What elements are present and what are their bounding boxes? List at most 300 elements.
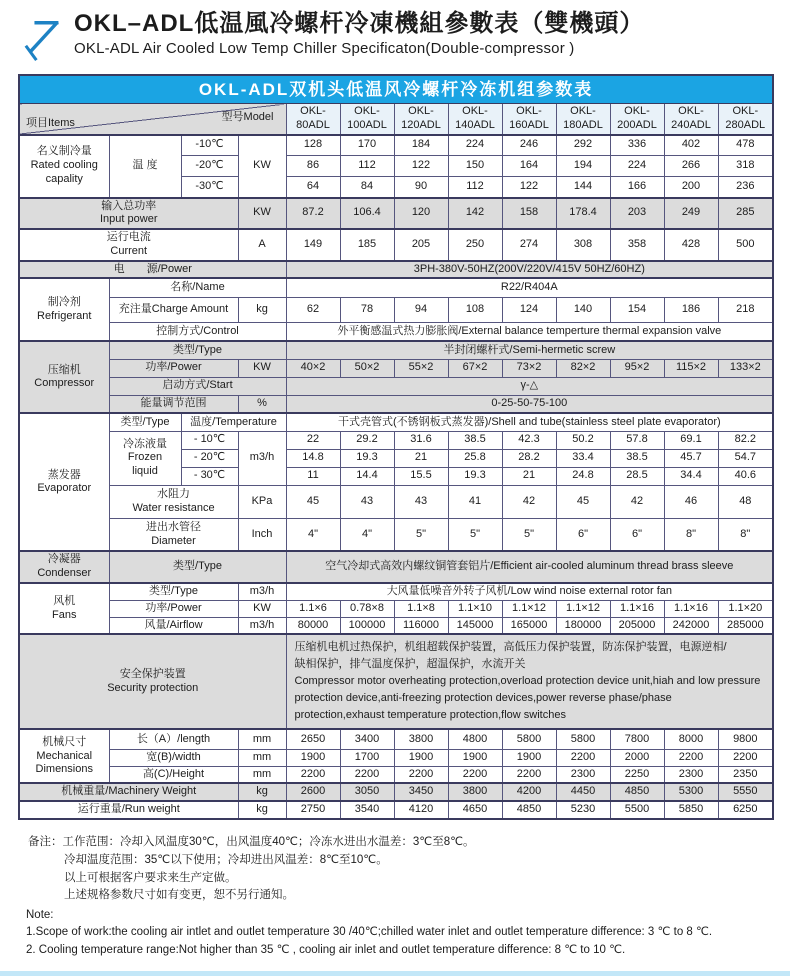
- label-en: Mechanical: [36, 749, 93, 762]
- value-cell: 2200: [556, 749, 610, 766]
- note-line: 冷却温度范围：35℃以下使用；冷却进出风温差：8℃至10℃。: [64, 853, 388, 866]
- model-name: OKL-: [462, 105, 488, 117]
- section-label-refrigerant: [19, 278, 109, 341]
- brand-arrow-icon: [22, 14, 68, 66]
- label-zh: 蒸发器: [47, 468, 81, 481]
- row-label-fan-power: 功率/Power: [109, 600, 238, 617]
- value-cell: 50×2: [340, 359, 394, 377]
- label-en: liquid: [132, 465, 158, 478]
- table-row: [19, 431, 773, 449]
- model-label: 型号Model: [221, 111, 274, 123]
- value-cell: 8": [718, 518, 773, 551]
- security-text-zh: 缺相保护，排气温度保护，超温保护，水流开关: [294, 658, 526, 671]
- value-cell: 38.5: [448, 431, 502, 449]
- value-cell: 50.2: [556, 431, 610, 449]
- model-name: OKL-: [678, 105, 704, 117]
- model-column-header: [286, 104, 340, 135]
- value-cell: 2200: [502, 766, 556, 783]
- value-cell: 2200: [286, 766, 340, 783]
- table-row: [19, 341, 773, 359]
- label-en: Compressor: [34, 377, 95, 390]
- model-name: 120ADL: [401, 118, 441, 131]
- value-cell: 5550: [718, 783, 773, 801]
- table-row: [19, 783, 773, 801]
- label-en: Input power: [100, 213, 158, 226]
- value-cell: 285000: [718, 617, 773, 634]
- value-cell: 28.5: [610, 467, 664, 485]
- model-name: 160ADL: [509, 118, 549, 131]
- value-cell: 4": [340, 518, 394, 551]
- row-label-evaporator-type: 类型/Type: [109, 413, 181, 431]
- value-cell: 42: [502, 485, 556, 518]
- condenser-type-value: 空气冷却式高效内螺纹铜管套铝片/Efficient air-cooled aluminum thread brass sleeve: [286, 551, 773, 583]
- label-zh: 运行电流: [106, 231, 151, 243]
- value-cell: 250: [448, 229, 502, 261]
- value-cell: 478: [718, 135, 773, 156]
- table-row: [19, 297, 773, 322]
- page-subtitle: OKL-ADL Air Cooled Low Temp Chiller Specificaton(Double-compressor ): [74, 39, 575, 57]
- value-cell: 358: [610, 229, 664, 261]
- value-cell: 2750: [286, 801, 340, 819]
- temp-cell: -10℃: [181, 135, 238, 156]
- value-cell: 45: [286, 485, 340, 518]
- value-cell: 5850: [664, 801, 718, 819]
- table-row: [19, 600, 773, 617]
- row-label-frozen-liquid: [109, 431, 181, 485]
- value-cell: 22: [286, 431, 340, 449]
- row-label-water-resistance: [109, 485, 238, 518]
- row-label-pipe-diameter: [109, 518, 238, 551]
- value-cell: 205: [394, 229, 448, 261]
- value-cell: 4450: [556, 783, 610, 801]
- unit-cell: m3/h: [238, 617, 286, 634]
- value-cell: 21: [394, 449, 448, 467]
- value-cell: 158: [502, 198, 556, 230]
- table-row: [19, 518, 773, 551]
- value-cell: 178.4: [556, 198, 610, 230]
- value-cell: 3050: [340, 783, 394, 801]
- unit-cell: m3/h: [238, 431, 286, 485]
- value-cell: 122: [502, 177, 556, 198]
- value-cell: 112: [448, 177, 502, 198]
- page-title: OKL–ADL低温風冷螺杆冷凍機組參數表（雙機頭）: [74, 10, 645, 37]
- fan-type-value: 大风量低噪音外转子风机/Low wind noise external rotor fan: [286, 583, 773, 600]
- row-label-fan-type: 类型/Type: [109, 583, 238, 600]
- value-cell: 1900: [502, 749, 556, 766]
- value-cell: 1.1×8: [394, 600, 448, 617]
- row-label-condenser-type: 类型/Type: [109, 551, 286, 583]
- value-cell: 3800: [448, 783, 502, 801]
- value-cell: 14.8: [286, 449, 340, 467]
- table-row: [19, 359, 773, 377]
- row-label-power-supply: 电 源/Power: [19, 261, 286, 279]
- value-cell: 8000: [664, 729, 718, 749]
- model-name: 200ADL: [617, 118, 657, 131]
- value-cell: 224: [448, 135, 502, 156]
- note-line: Note:: [26, 909, 54, 922]
- value-cell: 115×2: [664, 359, 718, 377]
- value-cell: 100000: [340, 617, 394, 634]
- row-label-input-power: [19, 198, 238, 230]
- value-cell: 500: [718, 229, 773, 261]
- unit-cell: A: [238, 229, 286, 261]
- label-en: capality: [45, 172, 83, 185]
- value-cell: 194: [556, 156, 610, 177]
- value-cell: 318: [718, 156, 773, 177]
- value-cell: 133×2: [718, 359, 773, 377]
- items-model-diagonal-cell: [19, 104, 286, 135]
- row-label-evaporator-temp: 温度/Temperature: [181, 413, 286, 431]
- row-label-height: 高(C)/Height: [109, 766, 238, 783]
- model-name: OKL-: [570, 105, 596, 117]
- value-cell: 34.4: [664, 467, 718, 485]
- unit-cell: m3/h: [238, 583, 286, 600]
- value-cell: 62: [286, 297, 340, 322]
- value-cell: 1900: [394, 749, 448, 766]
- value-cell: 94: [394, 297, 448, 322]
- value-cell: 6250: [718, 801, 773, 819]
- model-column-header: [340, 104, 394, 135]
- value-cell: 242000: [664, 617, 718, 634]
- label-en: Rated cooling: [30, 159, 98, 172]
- label-zh: 机械尺寸: [42, 735, 87, 748]
- value-cell: 122: [394, 156, 448, 177]
- value-cell: 266: [664, 156, 718, 177]
- value-cell: 2250: [610, 766, 664, 783]
- table-row: [19, 135, 773, 156]
- value-cell: 40.6: [718, 467, 773, 485]
- value-cell: 218: [718, 297, 773, 322]
- model-name: OKL-: [408, 105, 434, 117]
- value-cell: 2200: [718, 749, 773, 766]
- value-cell: 145000: [448, 617, 502, 634]
- security-protection-text: [286, 634, 773, 729]
- value-cell: 164: [502, 156, 556, 177]
- value-cell: 285: [718, 198, 773, 230]
- model-name: 140ADL: [455, 118, 495, 131]
- value-cell: 33.4: [556, 449, 610, 467]
- unit-cell: mm: [238, 766, 286, 783]
- section-label-fans: [19, 583, 109, 635]
- value-cell: 4200: [502, 783, 556, 801]
- model-name: OKL-: [300, 105, 326, 117]
- value-cell: 2200: [340, 766, 394, 783]
- value-cell: 57.8: [610, 431, 664, 449]
- model-name: OKL-: [354, 105, 380, 117]
- value-cell: 4650: [448, 801, 502, 819]
- table-row: [19, 198, 773, 230]
- table-row: [19, 729, 773, 749]
- unit-cell: mm: [238, 729, 286, 749]
- value-cell: 5500: [610, 801, 664, 819]
- value-cell: 45: [556, 485, 610, 518]
- value-cell: 165000: [502, 617, 556, 634]
- row-label-current: [19, 229, 238, 261]
- note-line: 以上可根据客户要求来生产定做。: [64, 871, 237, 884]
- value-cell: 108: [448, 297, 502, 322]
- value-cell: 2200: [448, 766, 502, 783]
- value-cell: 11: [286, 467, 340, 485]
- unit-cell: kg: [238, 783, 286, 801]
- value-cell: 9800: [718, 729, 773, 749]
- value-cell: 1900: [448, 749, 502, 766]
- value-cell: 6": [610, 518, 664, 551]
- section-label-evaporator: [19, 413, 109, 551]
- power-supply-value: 3PH-380V-50HZ(200V/220V/415V 50HZ/60HZ): [286, 261, 773, 279]
- value-cell: 4850: [502, 801, 556, 819]
- value-cell: 166: [610, 177, 664, 198]
- value-cell: 3800: [394, 729, 448, 749]
- label-zh: 安全保护装置: [119, 668, 186, 681]
- value-cell: 78: [340, 297, 394, 322]
- bottom-decorative-strip: [0, 971, 790, 976]
- section-label-dimensions: [19, 729, 109, 783]
- model-name: 280ADL: [725, 118, 766, 131]
- value-cell: 150: [448, 156, 502, 177]
- value-cell: 82.2: [718, 431, 773, 449]
- table-row: [19, 634, 773, 729]
- table-caption: OKL-ADL双机头低温风冷螺杆冷冻机组参数表: [19, 75, 773, 104]
- model-header-row: [19, 104, 773, 135]
- row-label-width: 宽(B)/width: [109, 749, 238, 766]
- value-cell: 67×2: [448, 359, 502, 377]
- value-cell: 2650: [286, 729, 340, 749]
- value-cell: 42: [610, 485, 664, 518]
- label-en: Security protection: [107, 681, 199, 694]
- model-column-header: [610, 104, 664, 135]
- model-name: 240ADL: [671, 118, 711, 131]
- temp-label: 温 度: [109, 135, 181, 198]
- value-cell: 1.1×16: [610, 600, 664, 617]
- value-cell: 154: [610, 297, 664, 322]
- value-cell: 224: [610, 156, 664, 177]
- table-row: [19, 261, 773, 279]
- unit-cell: %: [238, 395, 286, 413]
- value-cell: 128: [286, 135, 340, 156]
- value-cell: 5": [502, 518, 556, 551]
- value-cell: 25.8: [448, 449, 502, 467]
- table-row: [19, 229, 773, 261]
- value-cell: 140: [556, 297, 610, 322]
- model-column-header: [448, 104, 502, 135]
- value-cell: 2200: [394, 766, 448, 783]
- value-cell: 4120: [394, 801, 448, 819]
- table-caption-row: [19, 75, 773, 104]
- security-text-en: Compressor motor overheating protection,overload protection device unit,hiah and low pressure protection device,anti-freezing protection devices,power reverse phase/phase protection,exhaust temperature protection,flow switches: [294, 675, 761, 722]
- value-cell: 2350: [718, 766, 773, 783]
- label-en: Fans: [52, 608, 77, 621]
- label-zh: 冷凝器: [47, 553, 81, 566]
- value-cell: 8": [664, 518, 718, 551]
- unit-cell: kg: [238, 801, 286, 819]
- value-cell: 43: [340, 485, 394, 518]
- value-cell: 55×2: [394, 359, 448, 377]
- value-cell: 142: [448, 198, 502, 230]
- unit-cell: KW: [238, 359, 286, 377]
- unit-cell: kg: [238, 297, 286, 322]
- value-cell: 29.2: [340, 431, 394, 449]
- value-cell: 31.6: [394, 431, 448, 449]
- items-label: 项目Items: [26, 116, 75, 129]
- value-cell: 64: [286, 177, 340, 198]
- row-label-length: 长（A）/length: [109, 729, 238, 749]
- unit-cell: KW: [238, 198, 286, 230]
- value-cell: 3450: [394, 783, 448, 801]
- value-cell: 95×2: [610, 359, 664, 377]
- row-label-refrigerant-name: 名称/Name: [109, 278, 286, 297]
- temp-cell: -20℃: [181, 156, 238, 177]
- value-cell: 84: [340, 177, 394, 198]
- value-cell: 184: [394, 135, 448, 156]
- label-en: Diameter: [151, 534, 196, 547]
- notes-zh: [28, 834, 790, 905]
- label-zh: 压缩机: [47, 363, 81, 376]
- unit-cell: Inch: [238, 518, 286, 551]
- table-row: [19, 617, 773, 634]
- value-cell: 308: [556, 229, 610, 261]
- temp-cell: -30℃: [181, 177, 238, 198]
- table-row: [19, 749, 773, 766]
- label-en: Refrigerant: [37, 309, 92, 322]
- value-cell: 1.1×12: [556, 600, 610, 617]
- note-line: 2. Cooling temperature range:Not higher than 35 ℃ , cooling air inlet and outlet temperature difference: 8 ℃ to 10 ℃.: [26, 943, 626, 956]
- label-zh: 制冷剂: [47, 296, 81, 308]
- value-cell: 292: [556, 135, 610, 156]
- value-cell: 19.3: [340, 449, 394, 467]
- control-value: 外平衡感温式热力膨胀阀/External balance temperture thermal expansion valve: [286, 322, 773, 341]
- value-cell: 246: [502, 135, 556, 156]
- value-cell: 54.7: [718, 449, 773, 467]
- value-cell: 86: [286, 156, 340, 177]
- label-en: Evaporator: [37, 482, 92, 495]
- value-cell: 112: [340, 156, 394, 177]
- temp-cell: - 10℃: [181, 431, 238, 449]
- value-cell: 90: [394, 177, 448, 198]
- table-row: [19, 413, 773, 431]
- label-zh: 输入总功率: [101, 199, 157, 212]
- value-cell: 236: [718, 177, 773, 198]
- table-row: [19, 395, 773, 413]
- value-cell: 24.8: [556, 467, 610, 485]
- label-zh: 名义制冷量: [36, 145, 92, 158]
- value-cell: 80000: [286, 617, 340, 634]
- model-name: 80ADL: [296, 118, 330, 131]
- table-row: [19, 766, 773, 783]
- table-row: [19, 583, 773, 600]
- value-cell: 185: [340, 229, 394, 261]
- value-cell: 40×2: [286, 359, 340, 377]
- value-cell: 4850: [610, 783, 664, 801]
- value-cell: 1700: [340, 749, 394, 766]
- value-cell: 6": [556, 518, 610, 551]
- model-name: OKL-: [732, 105, 759, 117]
- value-cell: 28.2: [502, 449, 556, 467]
- value-cell: 87.2: [286, 198, 340, 230]
- value-cell: 1.1×20: [718, 600, 773, 617]
- value-cell: 5800: [502, 729, 556, 749]
- value-cell: 402: [664, 135, 718, 156]
- value-cell: 120: [394, 198, 448, 230]
- value-cell: 1.1×10: [448, 600, 502, 617]
- value-cell: 5": [448, 518, 502, 551]
- table-row: [19, 278, 773, 297]
- security-text-zh: 压缩机电机过热保护，机组超载保护装置，高低压力保护装置，防冻保护装置，电源逆相/: [294, 641, 727, 654]
- section-label-compressor: [19, 341, 109, 413]
- label-en: Condenser: [37, 567, 92, 579]
- value-cell: 1900: [286, 749, 340, 766]
- model-name: OKL-: [624, 105, 650, 117]
- row-label-energy-range: 能量调节范围: [109, 395, 238, 413]
- table-row: [19, 322, 773, 341]
- notes-en: [26, 907, 790, 959]
- value-cell: 106.4: [340, 198, 394, 230]
- section-label-security: [19, 634, 286, 729]
- value-cell: 124: [502, 297, 556, 322]
- model-name: OKL-: [516, 105, 542, 117]
- table-row: [19, 377, 773, 395]
- temp-cell: - 30℃: [181, 467, 238, 485]
- spec-table: [18, 74, 774, 820]
- value-cell: 116000: [394, 617, 448, 634]
- temp-cell: - 20℃: [181, 449, 238, 467]
- model-column-header: [664, 104, 718, 135]
- value-cell: 46: [664, 485, 718, 518]
- label-zh: 风机: [53, 594, 76, 607]
- value-cell: 144: [556, 177, 610, 198]
- value-cell: 15.5: [394, 467, 448, 485]
- value-cell: 69.1: [664, 431, 718, 449]
- value-cell: 5": [394, 518, 448, 551]
- unit-cell: KPa: [238, 485, 286, 518]
- value-cell: 1.1×6: [286, 600, 340, 617]
- unit-cell: mm: [238, 749, 286, 766]
- refrigerant-name-value: R22/R404A: [286, 278, 773, 297]
- value-cell: 0.78×8: [340, 600, 394, 617]
- value-cell: 5300: [664, 783, 718, 801]
- value-cell: 45.7: [664, 449, 718, 467]
- section-label-condenser: [19, 551, 109, 583]
- value-cell: 41: [448, 485, 502, 518]
- compressor-type-value: 半封闭螺杆式/Semi-hermetic screw: [286, 341, 773, 359]
- value-cell: 2300: [556, 766, 610, 783]
- value-cell: 19.3: [448, 467, 502, 485]
- energy-range-value: 0-25-50-75-100: [286, 395, 773, 413]
- row-label-run-weight: 运行重量/Run weight: [19, 801, 238, 819]
- label-en: Frozen: [127, 451, 163, 464]
- row-label-compressor-power: 功率/Power: [109, 359, 238, 377]
- value-cell: 3400: [340, 729, 394, 749]
- value-cell: 274: [502, 229, 556, 261]
- table-row: [19, 801, 773, 819]
- page-header: [22, 10, 790, 66]
- value-cell: 5230: [556, 801, 610, 819]
- model-name: 180ADL: [563, 118, 603, 131]
- label-zh: 水阻力: [157, 488, 190, 500]
- value-cell: 2000: [610, 749, 664, 766]
- table-row: [19, 485, 773, 518]
- row-label-machinery-weight: 机械重量/Machinery Weight: [19, 783, 238, 801]
- value-cell: 73×2: [502, 359, 556, 377]
- note-line: 上述规格参数尺寸如有变更，恕不另行通知。: [64, 889, 294, 902]
- value-cell: 21: [502, 467, 556, 485]
- value-cell: 180000: [556, 617, 610, 634]
- label-en: Current: [110, 244, 148, 257]
- value-cell: 1.1×12: [502, 600, 556, 617]
- value-cell: 249: [664, 198, 718, 230]
- value-cell: 205000: [610, 617, 664, 634]
- value-cell: 203: [610, 198, 664, 230]
- model-column-header: [718, 104, 773, 135]
